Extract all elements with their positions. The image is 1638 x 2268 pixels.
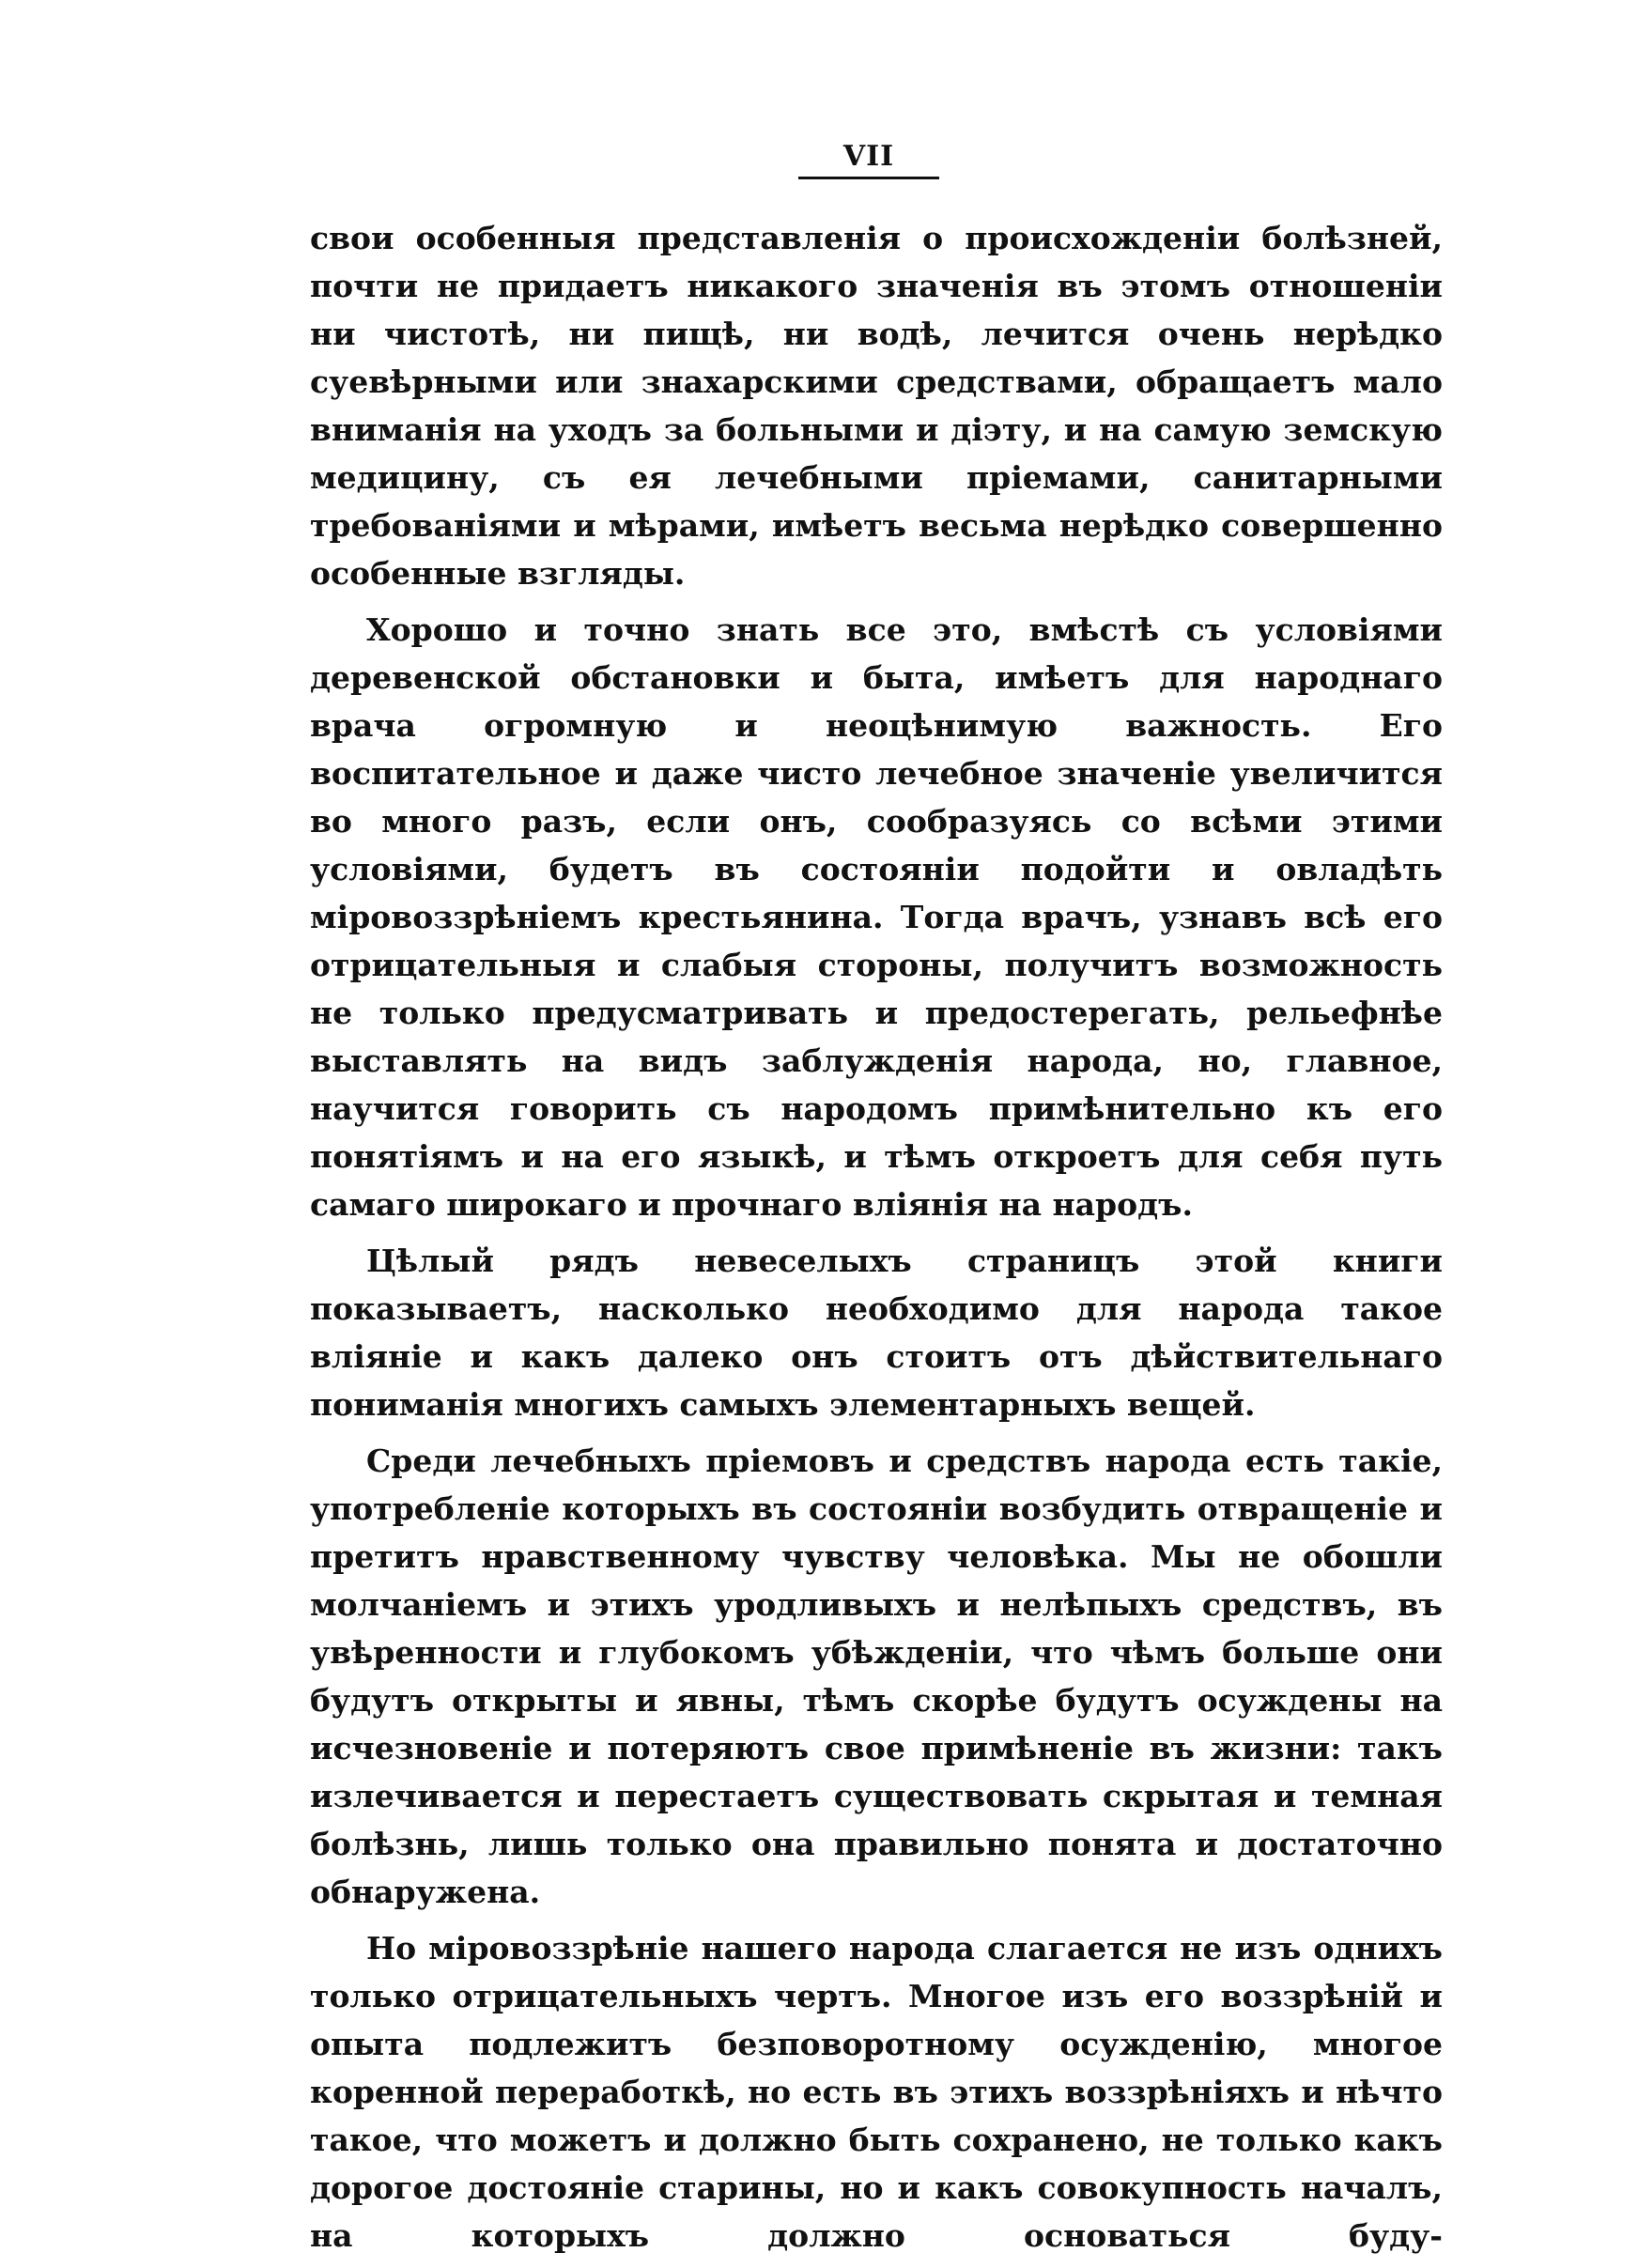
paragraph-2: Хорошо и точно знать все это, вмѣстѣ съ условіями деревенской обстановки и быта, имѣетъ для народнаго врача огромную и неоцѣнимую важность. Его воспитательное и даже чисто лечебное значеніе увеличится во много разъ, если онъ, сообразуясь со всѣми этими условіями, будетъ въ состояніи подойти и овладѣть міровоззрѣніемъ крестьянина. Тогда врачъ, узнавъ всѣ его отрицательныя и слабыя стороны, получитъ возможность не только предусматривать и предостерегать, рельефнѣе выставлять на видъ заблужденія народа, но, главное, научится говорить съ народомъ примѣнительно къ его понятіямъ и на его языкѣ, и тѣмъ откроетъ для себя путь самаго широкаго и прочнаго вліянія на народъ. bbox=[310, 611, 1443, 1223]
page-header bbox=[798, 141, 939, 179]
page-number: VII bbox=[842, 140, 895, 173]
body-text bbox=[310, 214, 1443, 2268]
paragraph-1: свои особенныя представленія о происхожденіи болѣзней, почти не придаетъ никакого значенія въ этомъ отношеніи ни чистотѣ, ни пищѣ, ни водѣ, лечится очень нерѣдко суевѣрными или знахарскими средствами, обращаетъ мало вниманія на уходъ за больными и діэту, и на самую земскую медицину, съ ея лечебными пріемами, санитарными требованіями и мѣрами, имѣетъ весьма нерѣдко совершенно особенные взгляды. bbox=[310, 220, 1443, 592]
paragraph-3: Цѣлый рядъ невеселыхъ страницъ этой книги показываетъ, насколько необходимо для народа такое вліяніе и какъ далеко онъ стоитъ отъ дѣйствительнаго пониманія многихъ самыхъ элементарныхъ вещей. bbox=[310, 1242, 1443, 1423]
header-rule bbox=[798, 177, 939, 179]
paragraph-4: Среди лечебныхъ пріемовъ и средствъ народа есть такіе, употребленіе которыхъ въ состояніи возбудить отвращеніе и претитъ нравственному чувству человѣка. Мы не обошли молчаніемъ и этихъ уродливыхъ и нелѣпыхъ средствъ, въ увѣренности и глубокомъ убѣжденіи, что чѣмъ больше они будутъ открыты и явны, тѣмъ скорѣе будутъ осуждены на исчезновеніе и потеряютъ свое примѣненіе въ жизни: такъ излечивается и перестаетъ существовать скрытая и темная болѣзнь, лишь только она правильно понята и достаточно обнаружена. bbox=[310, 1443, 1443, 1910]
paragraph-5: Но міровоззрѣніе нашего народа слагается не изъ однихъ только отрицательныхъ чертъ. Многое изъ его воззрѣній и опыта подлежитъ безповоротному осужденію, многое коренной переработкѣ, но есть въ этихъ воззрѣніяхъ и нѣчто такое, что можетъ и должно быть сохранено, не только какъ дорогое достояніе старины, но и какъ совокупность началъ, на которыхъ должно основаться буду- bbox=[310, 1930, 1443, 2254]
